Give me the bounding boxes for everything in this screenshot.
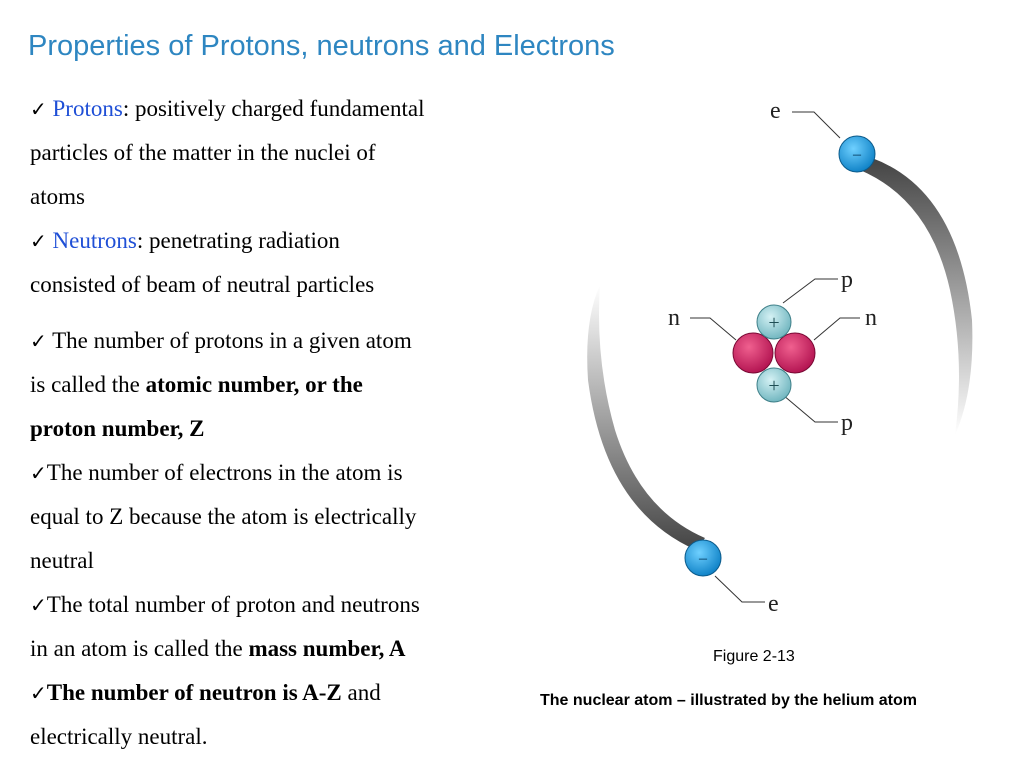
- leader-line-n-right: [814, 318, 860, 340]
- term-protons: Protons: [52, 96, 123, 121]
- bullet-mass-number: [30, 583, 530, 671]
- label-e-top: e: [770, 98, 781, 124]
- mass-number-line-1: The total number of proton and neutrons: [46, 592, 420, 617]
- figure-label: Figure 2-13: [713, 648, 795, 665]
- bullet-protons: [30, 87, 530, 219]
- electrons-line-2: equal to Z because the atom is electrically: [30, 504, 417, 529]
- leader-line-e-top: [792, 112, 840, 138]
- neutrons-text-line-1: : penetrating radiation: [136, 228, 340, 253]
- leader-line-e-bottom: [715, 576, 765, 602]
- neutron-left: [733, 333, 773, 373]
- orbit-trail-top: [860, 158, 972, 435]
- neutrons-text-line-2: consisted of beam of neutral particles: [30, 272, 375, 297]
- mass-number-bold: mass number, A: [248, 636, 406, 661]
- protons-text-line-1: : positively charged fundamental: [122, 96, 425, 121]
- bullet-neutrons: [30, 219, 530, 307]
- leader-line-n-left: [690, 318, 736, 340]
- label-n-right: n: [865, 305, 877, 331]
- atomic-number-line-2: is called the: [30, 372, 146, 397]
- orbit-trail-bottom: [587, 285, 705, 550]
- bullet-list-bottom: [30, 319, 530, 759]
- label-e-bottom: e: [768, 591, 779, 617]
- check-icon: ✓: [30, 329, 47, 353]
- figure-caption: The nuclear atom – illustrated by the helium atom: [540, 692, 917, 709]
- term-neutrons: Neutrons: [52, 228, 137, 253]
- check-icon: ✓: [30, 593, 47, 617]
- electrons-line-3: neutral: [30, 548, 94, 573]
- page-title: Properties of Protons, neutrons and Electrons: [28, 30, 615, 62]
- check-icon: ✓: [30, 681, 47, 705]
- label-p-bottom: p: [841, 410, 853, 436]
- check-icon: ✓: [30, 97, 47, 121]
- helium-atom-figure: [560, 90, 980, 630]
- electrons-line-1: The number of electrons in the atom is: [46, 460, 403, 485]
- proton-top-plus: +: [768, 312, 780, 334]
- proton-bottom-plus: +: [768, 375, 780, 397]
- neutron-count-bold: The number of neutron is A-Z: [46, 680, 342, 705]
- leader-line-p-top: [783, 279, 838, 303]
- atomic-number-line-1: The number of protons in a given atom: [46, 328, 412, 353]
- leader-line-p-bottom: [783, 395, 838, 422]
- bullet-atomic-number: [30, 319, 530, 451]
- bullet-list-top: [30, 87, 530, 307]
- protons-text-line-3: atoms: [30, 184, 85, 209]
- neutron-count-line-2: electrically neutral.: [30, 724, 208, 749]
- label-p-top: p: [841, 267, 853, 293]
- bullet-electrons: [30, 451, 530, 583]
- bullet-neutron-count: [30, 671, 530, 759]
- protons-text-line-2: particles of the matter in the nuclei of: [30, 140, 376, 165]
- electron-top-minus: –: [853, 146, 861, 163]
- atomic-number-bold-1: atomic number, or the: [145, 372, 363, 397]
- check-icon: ✓: [30, 229, 47, 253]
- atomic-number-bold-2: proton number, Z: [30, 416, 205, 441]
- label-n-left: n: [668, 305, 680, 331]
- neutron-count-line-1: and: [341, 680, 381, 705]
- neutron-right: [775, 333, 815, 373]
- check-icon: ✓: [30, 461, 47, 485]
- electron-bottom-minus: –: [699, 550, 707, 567]
- mass-number-line-2: in an atom is called the: [30, 636, 249, 661]
